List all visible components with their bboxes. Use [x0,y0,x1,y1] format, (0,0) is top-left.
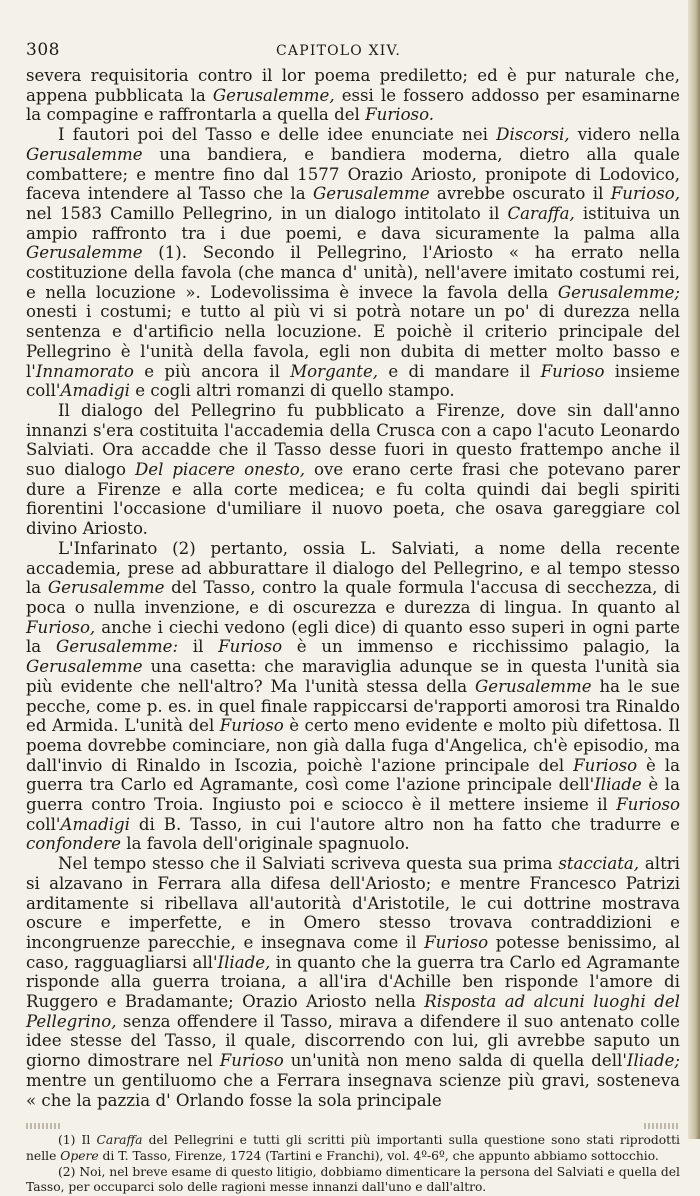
text-run: ha le sue pecche, come p. es. in quel finale rappiccarsi de'rapporti amorosi tra Rinaldo ed Armida. L'unità del [26,676,680,736]
italic-title: Risposta ad alcuni luoghi del Pellegrino, [26,992,680,1031]
text-run: (1). Secondo il Pellegrino, l'Ariosto « ha errato nella costituzione della favola (che manca d' unità), nell'avere imitato costumi rei, e nella locuzione ». Lodevolissima è invece la favola della [26,243,680,302]
print-smudge-right [644,1123,680,1129]
italic-title: Furioso [424,932,489,952]
italic-title: Gerusalemme [26,144,143,164]
text-run: potesse benissimo, al caso, ragguagliarsi all' [26,932,680,972]
text-run: senza offendere il Tasso, mirava a difendere il suo antenato colle idee stesse del Tasso, il quale, discorrendo con lui, gli avrebbe saputo un giorno dimostrare nel [26,1011,680,1071]
body-text [26,66,680,1110]
text-run: anche i ciechi vedono (egli dice) di quanto esso superi in ogni parte la [26,617,680,657]
paragraph [26,125,680,401]
italic-title: Gerusalemme [47,578,165,598]
text-run: nel 1583 Camillo Pellegrino, in un dialogo intitolato il [26,203,508,223]
text-run: essi le fossero addosso per esaminarne la compagine e raffrontarla a quella del [26,85,681,125]
italic-title: Amadigi [60,814,130,834]
text-run: del Tasso, contro la quale formula l'accusa di secchezza, di poca o nulla invenzione, e di oscurezza e durezza di lingua. In quanto al [26,578,680,617]
italic-title: Morgante, [290,361,379,381]
text-run: la favola dell'originale spagnuolo. [121,834,410,854]
italic-title: Iliade; [626,1051,680,1071]
text-run: L'Infarinato (2) pertanto, ossia L. Salviati, a nome della recente accademia, prese ad abburattare il dialogo del Pellegrino, e al tempo stesso la [26,538,680,598]
page-edge-shadow [688,0,700,1139]
italic-title: Furioso [218,637,283,657]
italic-title: Caraffa [96,1133,143,1148]
italic-title: Amadigi [60,381,130,401]
italic-title: Innamorato [35,361,134,381]
italic-title: Opere [60,1148,99,1163]
text-run: è la guerra tra Carlo ed Agramante, così come l'azione principale dell' [26,755,680,795]
footnote [26,1133,680,1164]
text-run: del Pellegrini e tutti gli scritti più importanti sulla questione sono stati riprodotti nelle [26,1133,680,1163]
text-run: e più ancora il [133,361,291,381]
paragraph [26,66,680,125]
text-run: insieme coll' [26,361,680,401]
italic-title: Gerusalemme [26,243,143,263]
italic-title: Furioso [219,1051,284,1071]
italic-title: Del piacere onesto, [134,460,306,480]
italic-title: stacciata, [558,854,640,874]
text-run: (2) Noi, nel breve esame di questo litigio, dobbiamo dimenticare la persona del Salviati e quella del Tasso, per occuparci solo delle ragioni messe innanzi dall'uno e dall'altro. [26,1165,680,1195]
text-run: altri si alzavano in Ferrara alla difesa dell'Ariosto; e mentre Francesco Patrizi arditamente si ribellava all'autorità d'Aristotile, le cui dottrine mostrava oscure e imperfette, e in Omero stesso trovava contraddizioni e incongruenze parecchie, e insegnava come il [26,854,680,952]
italic-title: Furioso, [610,184,680,204]
italic-title: Gerusalemme [475,676,592,696]
text-run: è certo meno evidente e molto più difettosa. Il poema dovrebbe cominciare, non già dalla fuga d'Angelica, ch'è episodio, ma dall'invio di Rinaldo in Iscozia, poichè l'azione principale del [26,716,680,775]
text-run: ove erano certe frasi che potevano parer dure a Firenze e alla corte medicea; e fu colta quindi dai begli spiriti fiorentini l'occasione d'umiliare il nuovo poeta, che osava gareggiare col divino Ariosto. [26,460,680,539]
text-run: e di mandare il [378,361,541,381]
paragraph [26,854,680,1110]
footnote [26,1165,680,1196]
italic-title: Caraffa, [507,203,575,223]
text-run: avrebbe oscurato il [429,184,611,204]
footnote-separator [26,1121,680,1131]
text-run: di T. Tasso, Firenze, 1724 (Tartini e Franchi), vol. 4º-6º, che appunto abbiamo sottocchio. [98,1148,659,1163]
print-smudge-left [26,1123,62,1129]
italic-title: Gerusalemme: [55,637,179,657]
paragraph [26,401,680,539]
text-run: un'unità non meno salda di quella dell' [283,1051,627,1071]
text-run: una bandiera, e bandiera moderna, dietro alla quale combattere; e mentre fino dal 1577 Orazio Ariosto, pronipote di Lodovico, faceva intendere al Tasso che la [26,144,680,204]
book-page [26,40,680,1196]
text-run: di B. Tasso, in cui l'autore altro non ha fatto che tradurre e [129,814,680,834]
page-number: 308 [26,40,60,60]
italic-title: Iliade [594,775,642,795]
italic-title: confondere [26,834,121,854]
paragraph [26,539,680,854]
italic-title: Gerusalemme [313,184,430,204]
italic-title: Iliade, [217,952,271,972]
italic-title: Discorsi, [496,125,570,145]
chapter-title: CAPITOLO XIV. [276,43,402,59]
text-run: Nel tempo stesso che il Salviati scriveva questa sua prima [58,854,559,874]
text-run: una casetta: che maraviglia adunque se in questa l'unità sia più evidente che nell'altro? Ma l'unità stessa della [26,657,680,696]
italic-title: Gerusalemme [26,657,143,677]
italic-title: Furioso [219,716,284,736]
italic-title: Furioso, [26,617,96,637]
text-run: è la guerra contro Troia. Ingiusto poi e sciocco è il mettere insieme il [26,775,680,815]
italic-title: Gerusalemme, [212,85,335,105]
italic-title: Furioso [616,795,680,815]
footnotes [26,1133,680,1196]
text-run: onesti i costumi; e tutto al più vi si potrà notare un po' di durezza nella sentenza e d'artificio nella locuzione. E poichè il criterio principale del Pellegrino è l'unità della favola, egli non dubita di metter molto basso e l' [26,302,680,381]
running-head [26,40,680,66]
text-run: in quanto che la guerra tra Carlo ed Agramante risponde alla guerra troiana, a all'ira d'Achille ben risponde l'amore di Ruggero e Bradamante; Orazio Ariosto nella [26,952,680,1012]
italic-title: Furioso [573,755,638,775]
text-run: coll' [26,814,61,834]
text-run: severa requisitoria contro il lor poema prediletto; ed è pur naturale che, appena pubblicata la [26,66,680,105]
italic-title: Furioso [540,361,605,381]
text-run: mentre un gentiluomo che a Ferrara insegnava scienze più gravi, sosteneva « che la pazzia d' Orlando fosse la sola principale [26,1070,680,1110]
text-run: il [178,637,219,657]
text-run: e cogli altri romanzi di quello stampo. [129,381,455,401]
text-run: videro nella [569,125,680,145]
italic-title: Gerusalemme; [557,282,680,302]
text-run: è un immenso e ricchissimo palagio, la [282,637,680,657]
italic-title: Furioso. [365,105,435,125]
text-run: I fautori poi del Tasso e delle idee enunciate nei [58,125,497,145]
text-run: istituiva un ampio raffronto tra i due poemi, e dava sicuramente la palma alla [26,203,680,243]
text-run: (1) Il [58,1133,97,1148]
text-run: Il dialogo del Pellegrino fu pubblicato a Firenze, dove sin dall'anno innanzi s'era costituita l'accademia della Crusca con a capo l'acuto Leonardo Salviati. Ora accadde che il Tasso desse fuori in questo frattempo anche il suo dialogo [26,400,680,480]
